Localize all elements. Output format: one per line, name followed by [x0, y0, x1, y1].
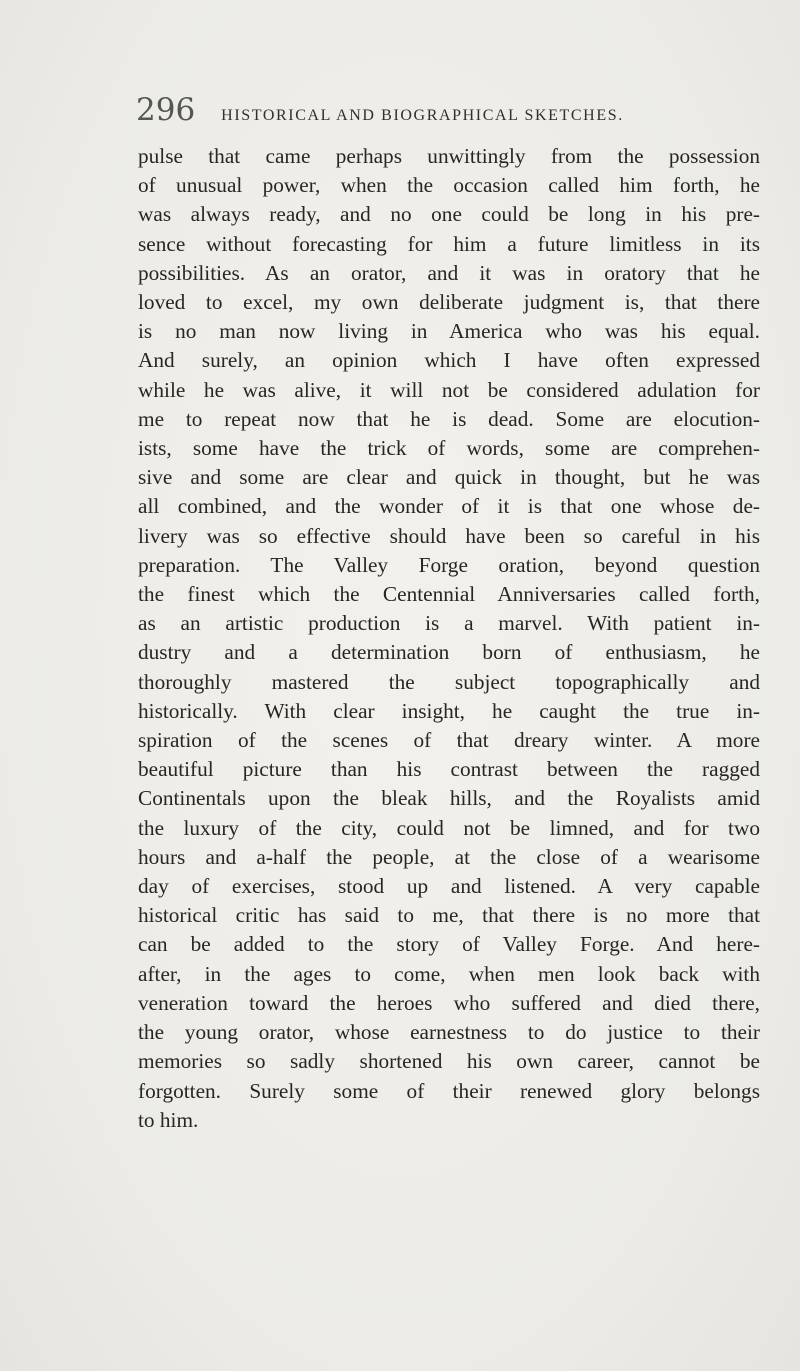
text-line: preparation. The Valley Forge oration, beyond question: [138, 552, 760, 577]
text-line: can be added to the story of Valley Forge. And here-: [138, 932, 760, 957]
text-line: sive and some are clear and quick in thought, but he was: [138, 465, 760, 490]
text-line: the finest which the Centennial Anniversaries called forth,: [138, 582, 760, 607]
text-line: spiration of the scenes of that dreary winter. A more: [138, 728, 760, 753]
page-number: 296: [136, 92, 196, 128]
text-line: me to repeat now that he is dead. Some are elocution-: [138, 406, 760, 431]
text-line: Continentals upon the bleak hills, and the Royalists amid: [138, 786, 760, 811]
text-line: beautiful picture than his contrast between the ragged: [138, 757, 760, 782]
text-line: And surely, an opinion which I have often expressed: [138, 348, 760, 373]
text-line: ists, some have the trick of words, some are comprehen-: [138, 436, 760, 461]
text-line: the luxury of the city, could not be limned, and for two: [138, 815, 760, 840]
text-line: possibilities. As an orator, and it was in oratory that he: [138, 260, 760, 285]
text-line: of unusual power, when the occasion called him forth, he: [138, 173, 760, 198]
text-line: day of exercises, stood up and listened. A very capable: [138, 874, 760, 899]
text-line: pulse that came perhaps unwittingly from the possession: [138, 144, 760, 168]
text-line: sence without forecasting for him a future limitless in its: [138, 231, 760, 256]
text-line: the young orator, whose earnestness to do justice to their: [138, 1020, 760, 1045]
text-line: livery was so effective should have been so careful in his: [138, 523, 760, 548]
text-line: veneration toward the heroes who suffered and died there,: [138, 990, 760, 1015]
text-line: forgotten. Surely some of their renewed glory belongs: [138, 1078, 760, 1103]
text-line: memories so sadly shortened his own career, cannot be: [138, 1049, 760, 1074]
text-line: was always ready, and no one could be long in his pre-: [138, 202, 760, 227]
running-title: HISTORICAL AND BIOGRAPHICAL SKETCHES.: [221, 107, 624, 124]
text-line: is no man now living in America who was his equal.: [138, 319, 760, 344]
text-line: as an artistic production is a marvel. With patient in-: [138, 611, 760, 636]
text-line: to him.: [138, 1107, 199, 1132]
text-line: historically. With clear insight, he caught the true in-: [138, 698, 760, 723]
body-text: [138, 142, 760, 1135]
text-line: after, in the ages to come, when men look back with: [138, 961, 760, 986]
text-line: hours and a-half the people, at the close of a wearisome: [138, 844, 760, 869]
text-line: all combined, and the wonder of it is that one whose de-: [138, 494, 760, 519]
text-line: loved to excel, my own deliberate judgment is, that there: [138, 290, 760, 315]
running-head: [136, 92, 756, 132]
text-line: historical critic has said to me, that there is no more that: [138, 903, 760, 928]
text-line: dustry and a determination born of enthusiasm, he: [138, 640, 760, 665]
text-line: while he was alive, it will not be considered adulation for: [138, 377, 760, 402]
text-line: thoroughly mastered the subject topographically and: [138, 669, 760, 694]
